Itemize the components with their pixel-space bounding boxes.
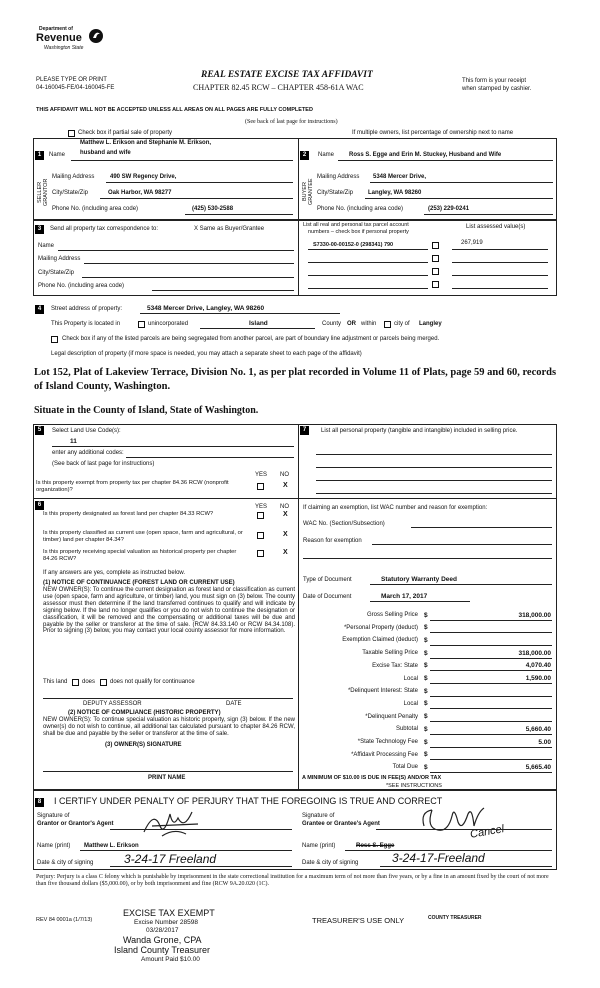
exempt-stamp-5: Island County Treasurer xyxy=(114,945,211,955)
grantor-print-name[interactable]: Matthew L. Erikson xyxy=(84,843,139,849)
notice-continuance-body: NEW OWNER(S): To continue the current designation as forest land or classification as current use (open space, farm and agriculture, or timber) land, you must sign on (3) below. The county assessor must then determine if the land transferred continues to qualify and will indicate by signing below. If the land no longer qualifies or you do not wish to continue the designation or classification, it will be removed and the compensating or additional taxes will be due and payable by the seller or transferor at the time of sale. (RCW 84.33.140 or RCW 84.34.108). Prior to signing (3) below, you may contact your local county assessor for more information. xyxy=(43,587,295,635)
historic-question: Is this property receiving special valuation as historical property per chapter 84.26 RCW? xyxy=(43,549,237,562)
doc-type-label: Type of Document xyxy=(303,577,352,583)
grantor-agent-label: Grantor or Grantor's Agent xyxy=(37,821,114,827)
receipt-note: This form is your receipt xyxy=(462,78,527,84)
grantee-agent-label: Grantee or Grantee's Agent xyxy=(302,821,380,827)
section-2-number: 2 xyxy=(300,151,309,160)
land-does-not-checkbox[interactable] xyxy=(100,679,107,686)
deputy-assessor-label: DEPUTY ASSESSOR xyxy=(83,701,142,707)
parcel-header-2: numbers – check box if personal property xyxy=(308,229,409,235)
calc-row-line xyxy=(430,721,552,722)
seller-phone-value[interactable]: (425) 530-2588 xyxy=(192,206,234,212)
s6-yes-label: YES xyxy=(255,504,268,510)
exempt-stamp-3: 03/28/2017 xyxy=(146,927,179,934)
notice-compliance-title: (2) NOTICE OF COMPLIANCE (HISTORIC PROPERTY) xyxy=(68,710,221,716)
see-back-note: (See back of last page for instructions) xyxy=(245,119,338,125)
form-number: 04-160045-FE/04-160045-FE xyxy=(36,85,115,91)
land-use-label: Select Land Use Code(s): xyxy=(52,428,121,434)
form-subtitle: CHAPTER 82.45 RCW – CHAPTER 458-61A WAC xyxy=(193,83,364,92)
calc-row-currency: $ xyxy=(424,751,428,759)
parcel-header-1: List all real and personal tax parcel account xyxy=(303,222,409,228)
calc-row-value[interactable]: 5,660.40 xyxy=(525,725,551,733)
s5-yes-label: YES xyxy=(255,472,268,478)
section-1-number: 1 xyxy=(35,151,44,160)
seller-city-value[interactable]: Oak Harbor, WA 98277 xyxy=(108,190,172,196)
does-not-label: does not qualify for continuance xyxy=(110,679,195,685)
or-label: OR xyxy=(347,321,356,327)
calc-row-line xyxy=(430,772,552,773)
exempt-stamp-4: Wanda Grone, CPA xyxy=(123,935,202,945)
calc-row-currency: $ xyxy=(424,675,428,682)
calc-row-label: *Delinquent Interest: State xyxy=(347,688,418,695)
street-label: Street address of property: xyxy=(51,306,123,312)
forest-yes-checkbox[interactable] xyxy=(257,512,264,519)
calc-row-line xyxy=(430,696,552,697)
does-label: does xyxy=(82,679,96,685)
located-prefix: This Property is located in xyxy=(51,321,121,327)
segregated-label: Check box if any of the listed parcels are being segregated from another parcel, are part of boundary line adjustment or parcels being merged. xyxy=(62,336,440,342)
county-label: County xyxy=(322,321,342,327)
calc-row-value[interactable]: 5.00 xyxy=(538,738,551,746)
seller-mailing-value[interactable]: 490 SW Regency Drive, xyxy=(110,174,177,180)
partial-sale-checkbox[interactable] xyxy=(68,130,75,137)
historic-yes-checkbox[interactable] xyxy=(257,550,264,557)
grantor-print-label: Name (print) xyxy=(37,843,71,849)
see-instructions: *SEE INSTRUCTIONS xyxy=(386,783,442,789)
section-3-number: 3 xyxy=(35,225,44,234)
personal-property-label: List all personal property (tangible and intangible) included in selling price. xyxy=(321,428,518,434)
section-8-number: 8 xyxy=(35,798,44,807)
calc-row-line xyxy=(430,683,552,684)
situate-text: Situate in the County of Island, State of Washington. xyxy=(34,405,259,416)
grantor-sig-label: Signature of xyxy=(37,813,70,819)
calc-row-currency: $ xyxy=(424,713,428,721)
calc-row-currency: $ xyxy=(424,700,428,708)
seller-side-label: SELLER GRANTOR xyxy=(37,178,49,206)
buyer-mailing-label: Mailing Address xyxy=(317,174,360,180)
calc-row-value[interactable]: 1,590.00 xyxy=(525,675,551,682)
calc-row-label: Gross Selling Price xyxy=(366,612,418,618)
calc-row-line xyxy=(430,708,552,709)
land-does-checkbox[interactable] xyxy=(72,679,79,686)
corr-mailing-label: Mailing Address xyxy=(38,256,81,262)
additional-codes-label: enter any additional codes: xyxy=(52,450,124,456)
section-6-number: 6 xyxy=(35,501,44,510)
calc-row-label: *Delinquent Penalty xyxy=(365,713,418,720)
grantee-print-label: Name (print) xyxy=(302,843,336,849)
grantor-date-label: Date & city of signing xyxy=(37,860,94,866)
owner-signature-label: (3) OWNER(S) SIGNATURE xyxy=(105,742,182,748)
parcel-3-checkbox[interactable] xyxy=(432,268,439,275)
correspondence-title: Send all property tax correspondence to: xyxy=(50,226,159,232)
unincorporated-label: unincorporated xyxy=(148,321,189,327)
current-use-yes-checkbox[interactable] xyxy=(257,532,264,539)
corr-phone-label: Phone No. (including area code) xyxy=(38,283,125,289)
exempt-stamp-6: Amount Paid $10.00 xyxy=(141,956,200,963)
forest-answer[interactable]: X xyxy=(283,511,288,518)
segregated-checkbox[interactable] xyxy=(51,336,58,343)
forest-question: Is this property designated as forest land per chapter 84.33 RCW? xyxy=(43,511,214,517)
wac-label: WAC No. (Section/Subsection) xyxy=(303,521,385,527)
buyer-phone-label: Phone No. (including area code) xyxy=(317,206,404,212)
corr-name-label: Name xyxy=(38,243,55,249)
assessed-header: List assessed value(s) xyxy=(466,224,526,230)
parcel-4-checkbox[interactable] xyxy=(432,281,439,288)
calc-row-value[interactable]: 318,000.00 xyxy=(518,611,551,619)
this-land-label: This land xyxy=(43,679,68,685)
assessor-date-label: DATE xyxy=(226,701,242,707)
logo-state: Washington State xyxy=(44,45,84,51)
seller-city-label: City/State/Zip xyxy=(52,190,89,196)
logo-dept: Department of xyxy=(39,26,73,32)
doc-type-value[interactable]: Statutory Warranty Deed xyxy=(381,576,457,583)
city-of-label: city of xyxy=(394,321,410,327)
calc-row-currency: $ xyxy=(424,649,428,657)
calc-row-line xyxy=(430,734,552,735)
calc-row-line xyxy=(430,632,552,633)
buyer-city-label: City/State/Zip xyxy=(317,190,354,196)
grantee-date-handwriting: 3-24-17-Freeland xyxy=(392,851,485,865)
city-value[interactable]: Langley xyxy=(419,321,442,327)
certify-statement: I CERTIFY UNDER PENALTY OF PERJURY THAT THE FOREGOING IS TRUE AND CORRECT xyxy=(54,796,443,806)
multiple-owners-note: If multiple owners, list percentage of ownership next to name xyxy=(352,130,514,136)
section-7-number: 7 xyxy=(300,426,309,435)
calc-row-currency: $ xyxy=(424,738,428,746)
street-value[interactable]: 5348 Mercer Drive, Langley, WA 98260 xyxy=(147,305,265,312)
if-any-yes: If any answers are yes, complete as instructed below. xyxy=(43,570,186,576)
calc-row-label: Exemption Claimed (deduct) xyxy=(342,637,418,644)
seller-name-label: Name xyxy=(49,152,66,158)
notice-continuance-title: (1) NOTICE OF CONTINUANCE (FOREST LAND OR CURRENT USE) xyxy=(43,580,235,586)
cancel-handwriting: Cancel xyxy=(469,823,506,841)
calc-row-currency: $ xyxy=(424,763,428,771)
grantee-sig-label: Signature of xyxy=(302,813,335,819)
calc-row-label: Subtotal xyxy=(395,726,418,733)
same-as-buyer: X Same as Buyer/Grantee xyxy=(194,226,265,232)
calc-row-label: *Affidavit Processing Fee xyxy=(351,751,418,758)
current-use-answer[interactable]: X xyxy=(283,531,288,538)
calc-row-currency: $ xyxy=(424,611,428,619)
calc-row-value[interactable]: 5,665.40 xyxy=(525,763,551,771)
treasurer-use-only: TREASURER'S USE ONLY xyxy=(312,916,405,925)
buyer-name-value[interactable]: Ross S. Egge and Erin M. Stuckey, Husband and Wife xyxy=(349,152,502,158)
buyer-side-label: BUYER GRANTEE xyxy=(302,178,314,206)
exempt-yes-checkbox[interactable] xyxy=(257,483,264,490)
calc-row-label: Excise Tax: State xyxy=(372,662,418,669)
calc-row-line xyxy=(430,620,552,621)
legal-note: Legal description of property (if more space is needed, you may attach a separate sheet to each page of the affidavit) xyxy=(51,351,362,357)
grantee-print-name[interactable]: Ross S. Egge xyxy=(356,843,395,849)
calc-row-line xyxy=(430,670,552,671)
minimum-due-note: A MINIMUM OF $10.00 IS DUE IN FEE(S) AND/OR TAX xyxy=(302,775,442,781)
corr-city-label: City/State/Zip xyxy=(38,270,75,276)
calc-row-label: *Personal Property (deduct) xyxy=(343,624,418,631)
calc-row-line xyxy=(430,747,552,748)
calc-row-currency: $ xyxy=(424,725,428,733)
section-4-number: 4 xyxy=(35,305,44,314)
seller-name-line2: husband and wife xyxy=(80,150,131,156)
within-label: within xyxy=(361,321,377,327)
print-name-label: PRINT NAME xyxy=(148,775,186,781)
calc-row-line xyxy=(430,645,552,646)
grantor-signature xyxy=(140,806,202,840)
exempt-question: Is this property exempt from property tax per chapter 84.36 RCW (nonprofit organization)? xyxy=(36,480,229,493)
unincorporated-checkbox[interactable] xyxy=(138,321,145,328)
reason-label: Reason for exemption xyxy=(303,538,362,544)
calc-row-label: Taxable Selling Price xyxy=(362,650,418,657)
print-note: PLEASE TYPE OR PRINT xyxy=(36,77,107,83)
assessed-value[interactable]: 267,919 xyxy=(461,240,483,246)
buyer-mailing-value[interactable]: 5348 Mercer Drive, xyxy=(373,174,427,180)
section-5-number: 5 xyxy=(35,426,44,435)
revenue-logo xyxy=(36,22,106,58)
s5-no-label: NO xyxy=(280,472,289,478)
warning-text: THIS AFFIDAVIT WILL NOT BE ACCEPTED UNLESS ALL AREAS ON ALL PAGES ARE FULLY COMPLETED xyxy=(36,107,313,113)
calc-row-label: *State Technology Fee xyxy=(357,739,418,745)
doc-date-label: Date of Document xyxy=(303,594,352,600)
logo-name: Revenue xyxy=(36,32,82,44)
calc-row-line xyxy=(430,759,552,760)
seller-mailing-label: Mailing Address xyxy=(52,174,95,180)
calc-row-line xyxy=(430,658,552,659)
buyer-phone-value[interactable]: (253) 229-0241 xyxy=(428,206,470,212)
exempt-answer[interactable]: X xyxy=(283,482,288,489)
logo-swirl-icon xyxy=(88,28,104,44)
rev-number: REV 84 0001a (1/7/13) xyxy=(36,917,93,923)
calc-row-currency: $ xyxy=(424,624,428,632)
calc-row-label: Local xyxy=(403,700,418,707)
calc-row-label: Total Due xyxy=(392,764,418,771)
exempt-stamp-2: Excise Number 28598 xyxy=(134,919,198,926)
city-checkbox[interactable] xyxy=(384,321,391,328)
buyer-name-label: Name xyxy=(318,152,335,158)
receipt-note-2: when stamped by cashier. xyxy=(462,86,532,92)
perjury-notice: Perjury: Perjury is a class C felony which is punishable by imprisonment in the state correctional institution for a maximum term of not more than five years, or by a fine in an amount fixed by the court of not more than five thousand dollars ($5,000.00), or by both imprisonment and fine (RCW 9A.20.020 (1C). xyxy=(36,874,549,888)
land-use-see-back: (See back of last page for instructions) xyxy=(52,461,155,467)
partial-sale-label: Check box if partial sale of property xyxy=(78,130,173,136)
buyer-city-value[interactable]: Langley, WA 98260 xyxy=(368,190,422,196)
calc-row-currency: $ xyxy=(424,636,428,644)
historic-answer[interactable]: X xyxy=(283,549,288,556)
legal-description: Lot 152, Plat of Lakeview Terrace, Division No. 1, as per plat recorded in Volume 11 of Plats, page 59 and 60, records of Island County, Washington. xyxy=(34,367,557,392)
parcel-2-checkbox[interactable] xyxy=(432,255,439,262)
parcel-number[interactable]: S7330-00-00152-0 (298341) 790 xyxy=(313,242,394,248)
calc-row-value[interactable]: 4,070.40 xyxy=(525,662,551,670)
doc-date-value[interactable]: March 17, 2017 xyxy=(381,593,428,600)
seller-name-line1: Matthew L. Erikson and Stephanie M. Erikson, xyxy=(80,140,212,146)
county-value[interactable]: Island xyxy=(249,320,268,327)
seller-phone-label: Phone No. (including area code) xyxy=(52,206,139,212)
form-title: REAL ESTATE EXCISE TAX AFFIDAVIT xyxy=(201,70,373,80)
land-use-value[interactable]: 11 xyxy=(70,438,77,445)
calc-row-currency: $ xyxy=(424,687,428,695)
calc-row-currency: $ xyxy=(424,662,428,670)
exempt-stamp-1: EXCISE TAX EXEMPT xyxy=(123,908,215,918)
s6-no-label: NO xyxy=(280,504,289,510)
notice-compliance-body: NEW OWNER(S): To continue special valuation as historic property, sign (3) below. If the new owner(s) do not wish to continue, all additional tax calculated pursuant to chapter 84.26 RCW, shall be due and payable by the seller or transferor at the time of sale. xyxy=(43,717,295,737)
parcel-1-checkbox[interactable] xyxy=(432,242,439,249)
calc-row-label: Local xyxy=(403,675,418,682)
county-treasurer-label: COUNTY TREASURER xyxy=(428,915,482,921)
grantee-date-label: Date & city of signing xyxy=(302,860,359,866)
grantor-date-handwriting: 3-24-17 Freeland xyxy=(124,852,217,866)
current-use-question: Is this property classified as current use (open space, farm and agricultural, or timber) land per chapter 84.34? xyxy=(43,530,243,543)
exemption-note: If claiming an exemption, list WAC number and reason for exemption: xyxy=(303,505,488,511)
calc-row-value[interactable]: 318,000.00 xyxy=(518,649,551,657)
